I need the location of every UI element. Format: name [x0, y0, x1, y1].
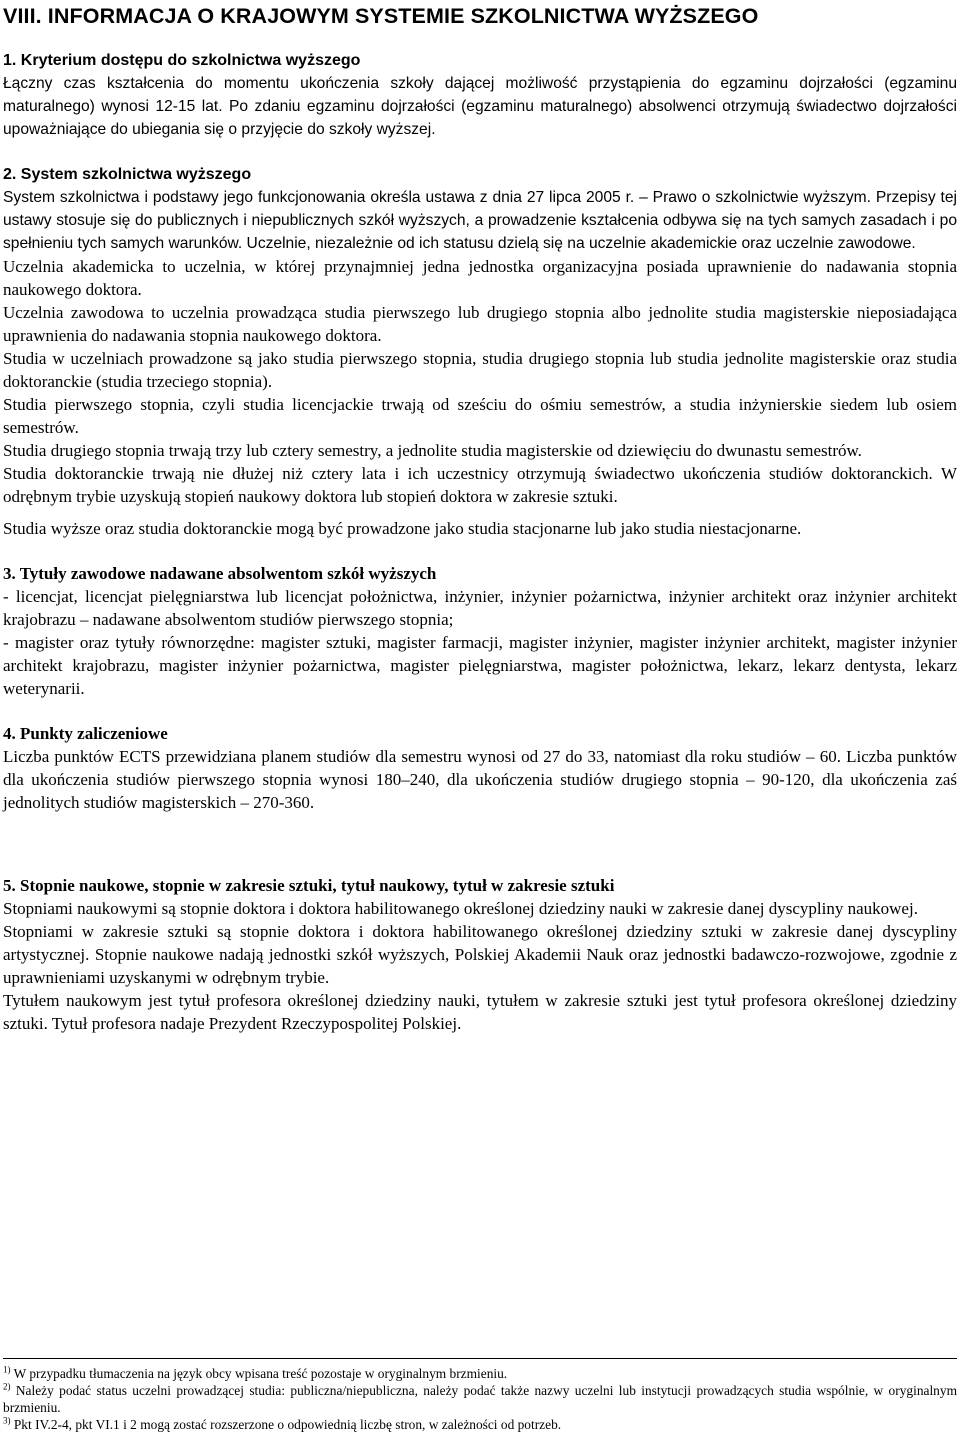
- spacer: [3, 814, 957, 874]
- footnote-marker: 3): [3, 1415, 11, 1426]
- section-paragraph: Stopniami w zakresie sztuki są stopnie doktora i doktora habilitowanego określonej dziedziny sztuki w zakresie danej dyscypliny artystycznej. Stopnie naukowe nadają jednostki szkół wyższych, Polskiej Akademii Nauk oraz jednostki badawczo-rozwojowe, zgodnie z uprawnieniami uzyskanymi w odrębnym trybie.: [3, 922, 957, 987]
- section-heading: 4. Punkty zaliczeniowe: [3, 724, 168, 743]
- footnote-text: Pkt IV.2-4, pkt VI.1 i 2 mogą zostać rozszerzone o odpowiednią liczbę stron, w zależności od potrzeb.: [13, 1417, 562, 1432]
- spacer: [3, 141, 957, 163]
- footnote: [3, 1382, 957, 1416]
- page-title: VIII. INFORMACJA O KRAJOWYM SYSTEMIE SZKOLNICTWA WYŻSZEGO: [3, 4, 759, 28]
- section-paragraph: Liczba punktów ECTS przewidziana planem studiów dla semestru wynosi od 27 do 33, natomiast dla roku studiów – 60. Liczba punktów dla ukończenia studiów pierwszego stopnia wynosi 180–240, dla ukończenia studiów drugiego stopnia – 90-120, dla ukończenia zaś jednolitych studiów magisterskich – 270-360.: [3, 747, 957, 812]
- section-paragraph: Studia w uczelniach prowadzone są jako studia pierwszego stopnia, studia drugiego stopnia lub studia jednolite magisterskie oraz studia doktoranckie (studia trzeciego stopnia).: [3, 349, 957, 391]
- section-paragraph: Tytułem naukowym jest tytuł profesora określonej dziedziny nauki, tytułem w zakresie sztuki jest tytuł profesora określonej dziedziny sztuki. Tytuł profesora nadaje Prezydent Rzeczypospolitej Polskiej.: [3, 991, 957, 1033]
- section-access-criteria: [3, 49, 957, 141]
- section-heading: 3. Tytuły zawodowe nadawane absolwentom szkół wyższych: [3, 564, 437, 583]
- document-page: [3, 0, 957, 1035]
- footnote: [3, 1416, 957, 1433]
- footnote-marker: 2): [3, 1381, 11, 1392]
- section-credit-points: [3, 722, 957, 814]
- section-academic-degrees: [3, 874, 957, 1035]
- footnote-text: W przypadku tłumaczenia na język obcy wpisana treść pozostaje w oryginalnym brzmieniu.: [13, 1366, 508, 1381]
- section-paragraph: Stopniami naukowymi są stopnie doktora i doktora habilitowanego określonej dziedziny nauki w zakresie danej dyscypliny naukowej.: [3, 899, 918, 918]
- spacer: [3, 508, 957, 517]
- section-paragraph: Uczelnia akademicka to uczelnia, w której przynajmniej jedna jednostka organizacyjna posiada uprawnienie do nadawania stopnia naukowego doktora.: [3, 257, 957, 299]
- section-paragraph: Studia wyższe oraz studia doktoranckie mogą być prowadzone jako studia stacjonarne lub jako studia niestacjonarne.: [3, 519, 802, 538]
- footnotes: [3, 1358, 957, 1433]
- section-paragraph: System szkolnictwa i podstawy jego funkcjonowania określa ustawa z dnia 27 lipca 2005 r. – Prawo o szkolnictwie wyższym. Przepisy tej ustawy stosuje się do publicznych i niepublicznych szkół wyższych, a prowadzenie kształcenia odbywa się na tych samych zasadach i po spełnieniu tych samych warunków. Uczelnie, niezależnie od ich statusu dzielą się na uczelnie akademickie oraz uczelnie zawodowe.: [3, 189, 957, 252]
- section-paragraph: Studia pierwszego stopnia, czyli studia licencjackie trwają od sześciu do ośmiu semestrów, a studia inżynierskie siedem lub osiem semestrów.: [3, 395, 957, 437]
- footnote-marker: 1): [3, 1364, 11, 1375]
- section-higher-education-system: [3, 163, 957, 540]
- section-heading: 5. Stopnie naukowe, stopnie w zakresie sztuki, tytuł naukowy, tytuł w zakresie sztuki: [3, 876, 615, 895]
- section-paragraph: Uczelnia zawodowa to uczelnia prowadząca studia pierwszego lub drugiego stopnia albo jednolite studia magisterskie nieposiadająca uprawnienia do nadawania stopnia naukowego doktora.: [3, 303, 957, 345]
- section-paragraph: Studia drugiego stopnia trwają trzy lub cztery semestry, a jednolite studia magisterskie od dziewięciu do dwunastu semestrów.: [3, 441, 862, 460]
- spacer: [3, 29, 957, 49]
- footnote-text: Należy podać status uczelni prowadzącej studia: publiczna/niepubliczna, należy podać także nazwy uczelni lub instytucji prowadzących studia wspólnie, w oryginalnym brzmieniu.: [3, 1383, 957, 1415]
- section-paragraph: Studia doktoranckie trwają nie dłużej niż cztery lata i ich uczestnicy otrzymują świadectwo ukończenia studiów doktoranckich. W odrębnym trybie uzyskują stopień naukowy doktora lub stopień doktora w zakresie sztuki.: [3, 464, 957, 506]
- section-professional-titles: [3, 562, 957, 700]
- footnote: [3, 1365, 957, 1382]
- spacer: [3, 540, 957, 562]
- spacer: [3, 700, 957, 722]
- section-paragraph: Łączny czas kształcenia do momentu ukończenia szkoły dającej możliwość przystąpienia do egzaminu dojrzałości (egzaminu maturalnego) wynosi 12-15 lat. Po zdaniu egzaminu dojrzałości (egzaminu maturalnego) absolwenci otrzymują świadectwo dojrzałości upoważniające do ubiegania się o przyjęcie do szkoły wyższej.: [3, 75, 957, 138]
- section-paragraph: - magister oraz tytuły równorzędne: magister sztuki, magister farmacji, magister inżynier, magister inżynier architekt, magister inżynier architekt krajobrazu, magister inżynier pożarnictwa, magister pielęgniarstwa, magister położnictwa, lekarz, lekarz dentysta, lekarz weterynarii.: [3, 633, 957, 698]
- section-heading: 1. Kryterium dostępu do szkolnictwa wyższego: [3, 52, 361, 69]
- section-heading: 2. System szkolnictwa wyższego: [3, 166, 252, 183]
- section-paragraph: - licencjat, licencjat pielęgniarstwa lub licencjat położnictwa, inżynier, inżynier pożarnictwa, inżynier architekt oraz inżynier architekt krajobrazu – nadawane absolwentom studiów pierwszego stopnia;: [3, 587, 957, 629]
